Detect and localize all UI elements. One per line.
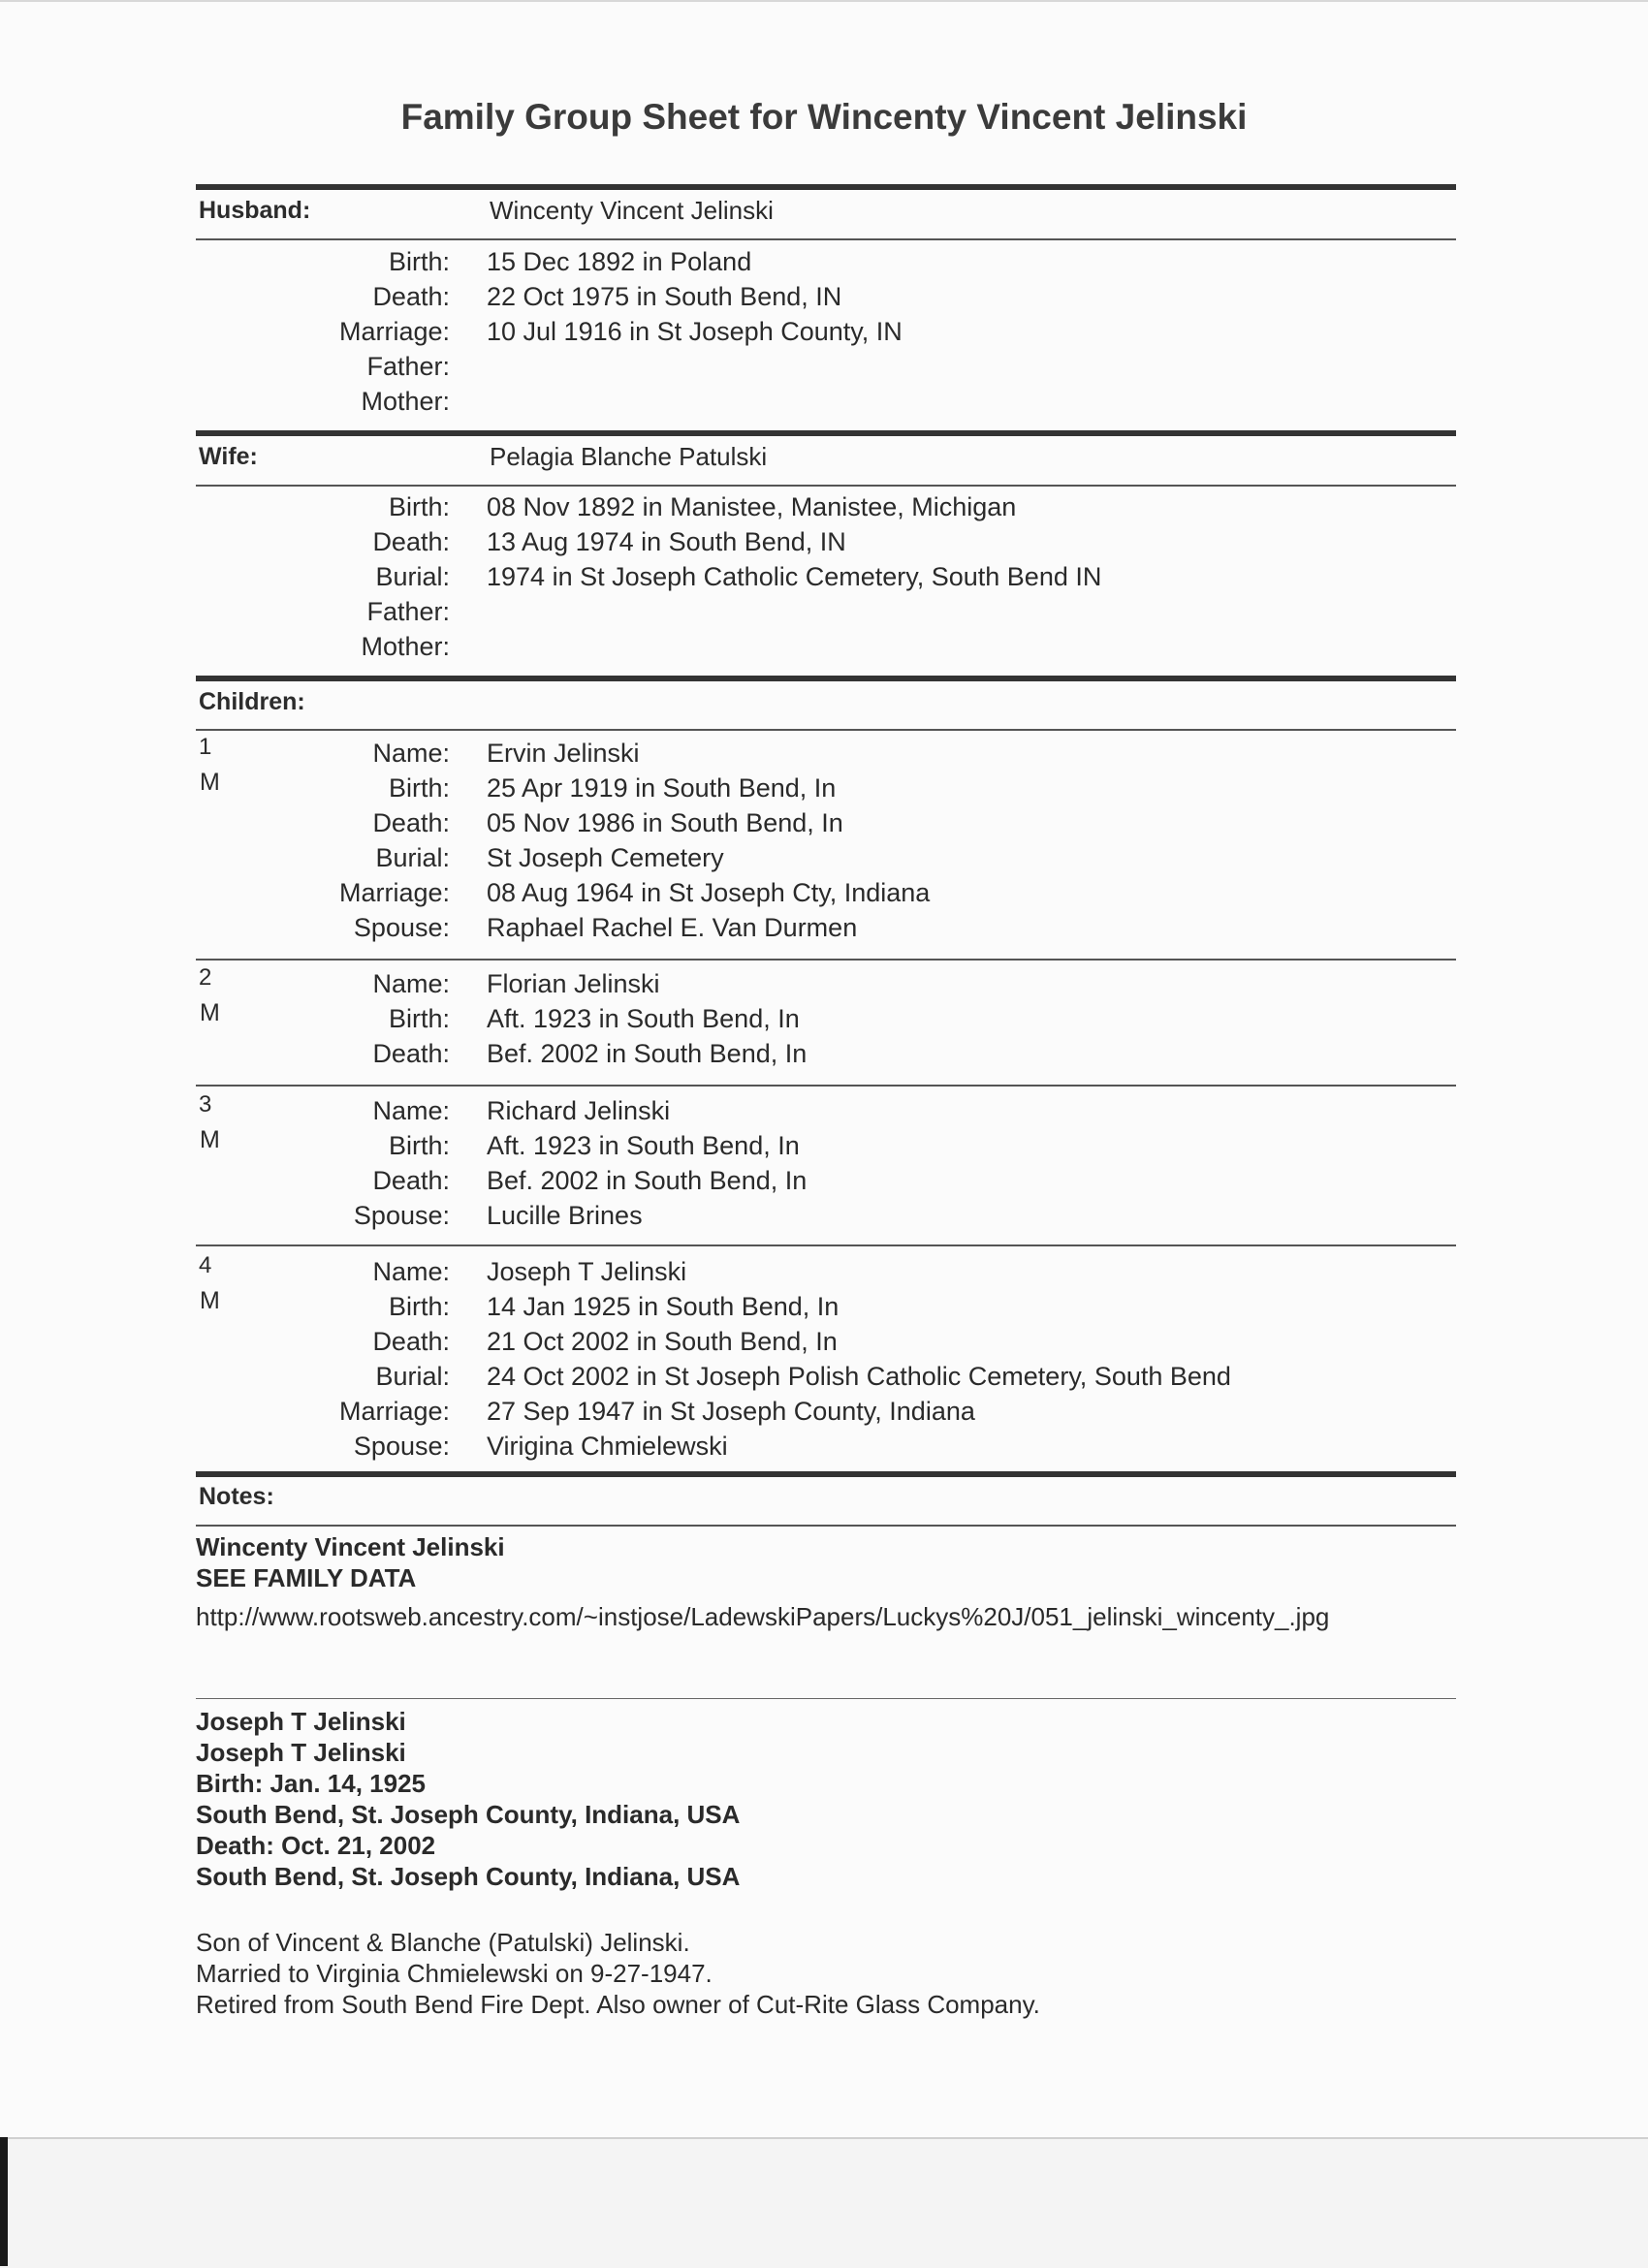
fact-value: Joseph T Jelinski — [487, 1257, 687, 1286]
note-2-line: South Bend, St. Joseph County, Indiana, USA — [196, 1862, 741, 1891]
fact-value: 1974 in St Joseph Catholic Cemetery, South Bend IN — [487, 562, 1102, 591]
section-divider — [196, 676, 1456, 681]
fact-value: 08 Aug 1964 in St Joseph Cty, Indiana — [487, 878, 931, 907]
fact-row — [0, 913, 1648, 948]
fact-value: Florian Jelinski — [487, 969, 660, 998]
fact-row — [0, 1432, 1648, 1466]
child-sex: M — [200, 1287, 220, 1314]
fact-label: Death: — [372, 808, 450, 837]
note-1-url: http://www.rootsweb.ancestry.com/~instjose/LadewskiPapers/Luckys%20J/051_jelinski_wincenty_.jpg — [196, 1602, 1330, 1631]
fact-label: Death: — [372, 1166, 450, 1195]
fact-label: Name: — [372, 1096, 450, 1125]
fact-value: 27 Sep 1947 in St Joseph County, Indiana — [487, 1397, 975, 1426]
child-divider — [196, 1085, 1456, 1087]
fact-row — [0, 597, 1648, 632]
fact-row — [0, 1201, 1648, 1236]
fact-label: Marriage: — [338, 878, 450, 907]
note-2-text: Retired from South Bend Fire Dept. Also owner of Cut-Rite Glass Company. — [196, 1990, 1040, 2019]
fact-row — [0, 1004, 1648, 1039]
fact-value: Raphael Rachel E. Van Durmen — [487, 913, 858, 942]
fact-label: Death: — [372, 1327, 450, 1356]
fact-value: 13 Aug 1974 in South Bend, IN — [487, 527, 846, 556]
fact-row — [0, 527, 1648, 562]
fact-label: Spouse: — [353, 913, 450, 942]
child-number: 3 — [199, 1091, 212, 1118]
children-label: Children: — [199, 688, 305, 715]
fact-row — [0, 352, 1648, 387]
section-subdivider — [196, 729, 1456, 731]
fact-label: Mother: — [361, 387, 450, 416]
section-divider — [196, 430, 1456, 436]
page-title: Family Group Sheet for Wincenty Vincent Jelinski — [400, 97, 1248, 137]
fact-value: Virigina Chmielewski — [487, 1432, 728, 1461]
fact-label: Marriage: — [338, 1397, 450, 1426]
section-divider — [196, 184, 1456, 190]
fact-value: 21 Oct 2002 in South Bend, In — [487, 1327, 838, 1356]
fact-value: 25 Apr 1919 in South Bend, In — [487, 773, 837, 803]
fact-value: 05 Nov 1986 in South Bend, In — [487, 808, 843, 837]
fact-label: Marriage: — [338, 317, 450, 346]
wife-label: Wife: — [199, 443, 258, 470]
fact-row — [0, 878, 1648, 913]
fact-row — [0, 1292, 1648, 1327]
note-2-heading — [196, 1706, 740, 1892]
fact-value: 15 Dec 1892 in Poland — [487, 247, 752, 276]
fact-label: Birth: — [388, 1004, 450, 1033]
fact-label: Name: — [372, 969, 450, 998]
note-2-line: South Bend, St. Joseph County, Indiana, USA — [196, 1800, 741, 1829]
fact-row — [0, 1039, 1648, 1074]
fact-label: Death: — [372, 527, 450, 556]
fact-row — [0, 1397, 1648, 1432]
note-2-line: Joseph T Jelinski — [196, 1707, 406, 1736]
fact-value: Richard Jelinski — [487, 1096, 671, 1125]
fact-label: Birth: — [388, 773, 450, 803]
note-2-text: Married to Virginia Chmielewski on 9-27-1947. — [196, 1959, 713, 1988]
section-subdivider — [196, 1525, 1456, 1527]
fact-row — [0, 1131, 1648, 1166]
fact-value: Aft. 1923 in South Bend, In — [487, 1131, 800, 1160]
child-divider — [196, 959, 1456, 961]
fact-value: St Joseph Cemetery — [487, 843, 724, 872]
fact-row — [0, 282, 1648, 317]
fact-row — [0, 317, 1648, 352]
scan-left-edge — [0, 2137, 8, 2266]
fact-row — [0, 1362, 1648, 1397]
fact-row — [0, 1096, 1648, 1131]
note-2-line: Joseph T Jelinski — [196, 1738, 406, 1767]
fact-label: Name: — [372, 739, 450, 768]
fact-row — [0, 1166, 1648, 1201]
note-1-heading — [196, 1531, 505, 1593]
fact-label: Spouse: — [353, 1432, 450, 1461]
fact-label: Birth: — [388, 492, 450, 521]
fact-label: Death: — [372, 282, 450, 311]
fact-value: 14 Jan 1925 in South Bend, In — [487, 1292, 840, 1321]
fact-value: Aft. 1923 in South Bend, In — [487, 1004, 800, 1033]
scan-bottom-band — [0, 2137, 1648, 2268]
fact-row — [0, 739, 1648, 773]
husband-name: Wincenty Vincent Jelinski — [490, 196, 774, 225]
fact-value: Lucille Brines — [487, 1201, 643, 1230]
fact-row — [0, 843, 1648, 878]
fact-row — [0, 969, 1648, 1004]
fact-row — [0, 1257, 1648, 1292]
fact-value: 08 Nov 1892 in Manistee, Manistee, Michigan — [487, 492, 1017, 521]
fact-label: Mother: — [361, 632, 450, 661]
fact-label: Burial: — [375, 1362, 450, 1391]
fact-label: Name: — [372, 1257, 450, 1286]
fact-label: Birth: — [388, 1292, 450, 1321]
fact-label: Spouse: — [353, 1201, 450, 1230]
child-number: 1 — [199, 734, 212, 760]
scan-top-edge — [0, 0, 1648, 2]
note-2-body — [196, 1927, 1040, 2020]
husband-label: Husband: — [199, 197, 311, 224]
fact-label: Birth: — [388, 247, 450, 276]
fact-label: Birth: — [388, 1131, 450, 1160]
fact-value: Ervin Jelinski — [487, 739, 640, 768]
section-subdivider — [196, 238, 1456, 240]
fact-label: Death: — [372, 1039, 450, 1068]
fact-value: 24 Oct 2002 in St Joseph Polish Catholic Cemetery, South Bend — [487, 1362, 1231, 1391]
fact-row — [0, 632, 1648, 667]
fact-label: Burial: — [375, 843, 450, 872]
note-2-line: Death: Oct. 21, 2002 — [196, 1831, 436, 1860]
note-2-text: Son of Vincent & Blanche (Patulski) Jelinski. — [196, 1928, 690, 1957]
fact-label: Father: — [366, 352, 450, 381]
note-2-line: Birth: Jan. 14, 1925 — [196, 1769, 426, 1798]
fact-row — [0, 773, 1648, 808]
section-subdivider — [196, 485, 1456, 487]
child-sex: M — [200, 769, 220, 796]
wife-name: Pelagia Blanche Patulski — [490, 442, 768, 471]
fact-row — [0, 492, 1648, 527]
fact-row — [0, 387, 1648, 422]
fact-row — [0, 808, 1648, 843]
fact-label: Burial: — [375, 562, 450, 591]
fact-row — [0, 562, 1648, 597]
note-1-line: Wincenty Vincent Jelinski — [196, 1532, 505, 1561]
child-sex: M — [200, 1126, 220, 1153]
fact-row — [0, 1327, 1648, 1362]
child-sex: M — [200, 999, 220, 1026]
child-number: 2 — [199, 964, 212, 991]
fact-value: Bef. 2002 in South Bend, In — [487, 1039, 808, 1068]
fact-label: Father: — [366, 597, 450, 626]
notes-label: Notes: — [199, 1483, 274, 1510]
fact-value: 10 Jul 1916 in St Joseph County, IN — [487, 317, 903, 346]
note-divider — [196, 1698, 1456, 1699]
fact-value: 22 Oct 1975 in South Bend, IN — [487, 282, 842, 311]
note-1-line: SEE FAMILY DATA — [196, 1563, 417, 1592]
child-number: 4 — [199, 1252, 212, 1278]
section-divider — [196, 1471, 1456, 1477]
fact-row — [0, 247, 1648, 282]
child-divider — [196, 1244, 1456, 1246]
fact-value: Bef. 2002 in South Bend, In — [487, 1166, 808, 1195]
